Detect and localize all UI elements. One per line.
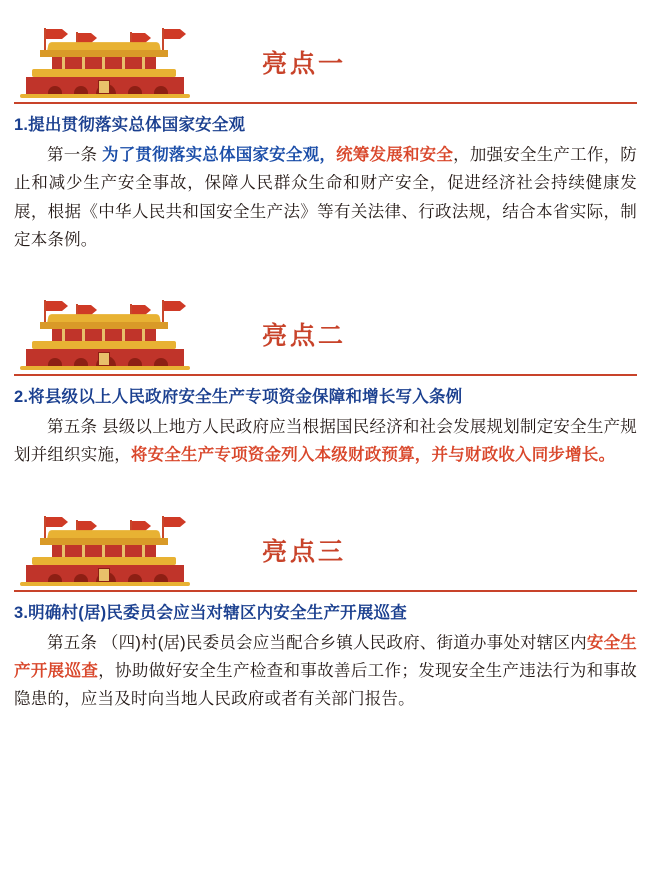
clause-label-1: 第一条	[47, 145, 102, 164]
item-paragraph-1	[14, 141, 637, 255]
item-heading-1: 1.提出贯彻落实总体国家安全观	[14, 116, 246, 134]
paragraph-run-body-1: ，加强安全生产工作，防止和减少生产安全事故，保障人民群众生命和财产安全，促进经济社会持续健康发展，根据《中华人民共和国安全生产法》等有关法律、行政法规，结合本省实际，制定本条例。	[14, 145, 638, 249]
tiananmen-gate-icon	[18, 300, 194, 370]
section-divider-1	[14, 102, 637, 104]
section-divider-3	[14, 590, 637, 592]
paragraph-run-body-2: 县级以上地方人民政府应当根据国民经济和社会发展规划制定安全生产规划并组织实施，	[14, 418, 637, 465]
paragraph-run-red-2: 将安全生产专项资金列入本级财政预算，并与财政收入同步增长。	[130, 446, 616, 465]
highlight-section-1	[0, 22, 651, 254]
paragraph-run-red-1: 统筹发展和安全	[336, 145, 454, 164]
section-divider-2	[14, 374, 637, 376]
item-heading-2: 2.将县级以上人民政府安全生产专项资金保障和增长写入条例	[14, 388, 463, 407]
paragraph-run-red-3: 安全生产开展巡查	[14, 633, 637, 680]
highlight-badge-3: 亮点三	[262, 536, 347, 566]
highlight-badge-2: 亮点二	[262, 321, 347, 351]
section-header-2	[14, 294, 637, 372]
section-header-1	[14, 22, 637, 100]
paragraph-run-blue-1: 为了贯彻落实总体国家安全观，	[101, 145, 337, 164]
section-header-3	[14, 510, 637, 588]
clause-label-3: 第五条 （四)村(居)民委员会应当配合乡镇人民政府、街道办事处对辖区内	[47, 633, 587, 652]
clause-label-2: 第五条	[47, 418, 102, 436]
tiananmen-gate-icon	[18, 28, 194, 98]
highlight-section-3	[0, 510, 651, 714]
highlight-section-2	[0, 294, 651, 470]
tiananmen-gate-icon	[18, 516, 194, 586]
document-page	[0, 22, 651, 881]
item-heading-3: 3.明确村(居)民委员会应当对辖区内安全生产开展巡查	[14, 603, 407, 622]
paragraph-run-body-3: ，协助做好安全生产检查和事故善后工作；发现安全生产违法行为和事故隐患的，应当及时向当地人民政府或者有关部门报告。	[14, 661, 638, 709]
item-paragraph-2	[14, 413, 637, 470]
highlight-badge-1: 亮点一	[262, 49, 347, 78]
item-paragraph-3	[14, 629, 637, 714]
